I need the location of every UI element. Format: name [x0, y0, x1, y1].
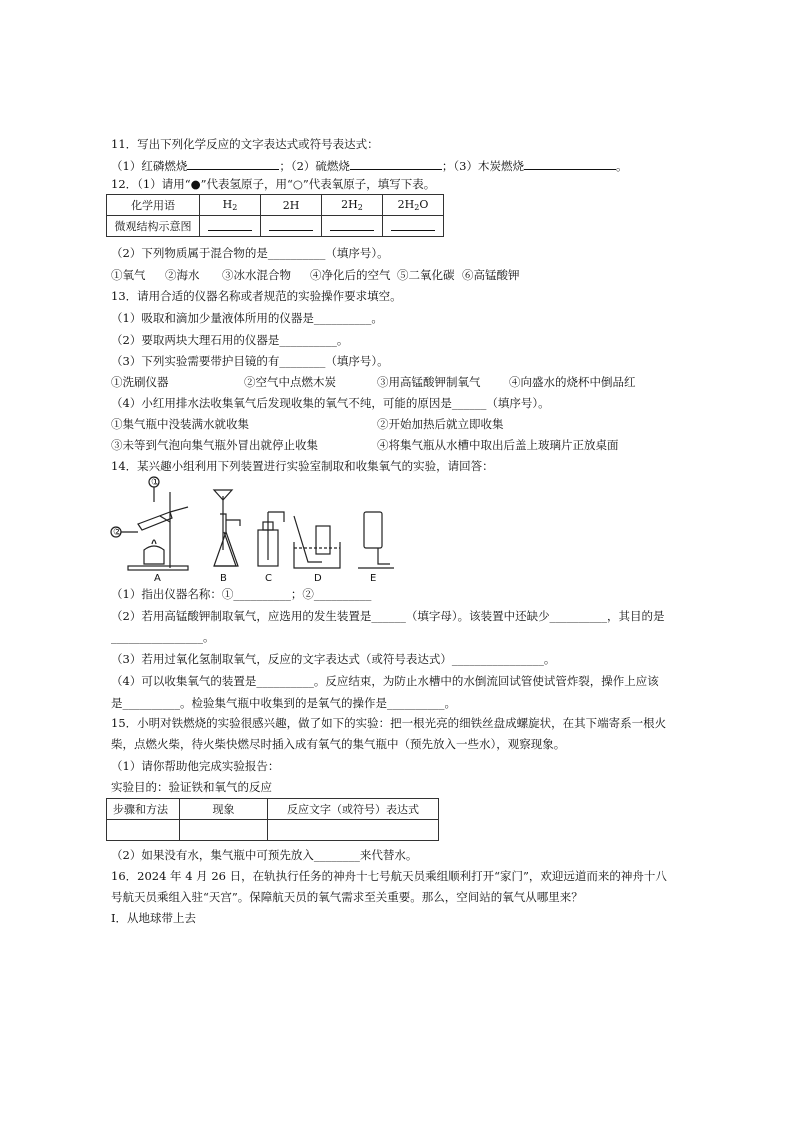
symbol-cell: $H_2$ [200, 195, 261, 216]
q14-sub3: （3）若用过氧化氢制取氧气，反应的文字表达式（或符号表达式）________________。 [111, 652, 556, 666]
q14-sub4b: 是__________。检验集气瓶中收集到的是氧气的操作是__________。 [111, 696, 456, 710]
q12-sub2: （2）下列物质属于混合物的是__________（填序号）。 [111, 246, 389, 260]
symbol-cell: 2H [261, 195, 322, 216]
flame [152, 540, 156, 544]
q11-items: （1）红磷燃烧 ；（2）硫燃烧 ；（3）木炭燃烧 。 [111, 159, 628, 173]
delivery-tube [226, 520, 240, 526]
q12-option: ②海水 [165, 268, 200, 282]
answer-cell[interactable] [107, 820, 180, 841]
glass-tube-bend [268, 512, 284, 522]
q12-stem: 12．（1）请用“●”代表氢原子，用“○”代表氧原子，填写下表。 [111, 177, 436, 191]
q12-option: ⑤二氧化碳 [397, 268, 455, 282]
q13-sub4: （4）小红用排水法收集氧气后发现收集的氧气不纯，可能的原因是______（填序号）。 [111, 396, 550, 410]
q13-option: ④将集气瓶从水槽中取出后盖上玻璃片正放桌面 [377, 438, 619, 452]
answer-blank[interactable] [350, 158, 442, 170]
alcohol-lamp [144, 546, 164, 564]
answer-cell[interactable] [268, 820, 439, 841]
answer-cell[interactable] [322, 216, 383, 237]
q12-option: ①氧气 [111, 268, 146, 282]
water-trough [294, 542, 340, 568]
apparatus-c [258, 512, 284, 566]
symbol-cell: $2H_2O$ [383, 195, 444, 216]
stand-base [128, 566, 188, 570]
apparatus-label: E [370, 573, 377, 584]
q11-stem: 11．写出下列化学反应的文字表达式或符号表达式： [111, 137, 379, 151]
q13-option: ④向盛水的烧杯中倒品红 [509, 375, 636, 389]
marker-label: ① [151, 477, 160, 488]
answer-cell[interactable] [200, 216, 261, 237]
q12-option: ③冰水混合物 [222, 268, 291, 282]
gas-collecting-bottle [316, 526, 330, 554]
q14-sub4a: （4）可以收集氧气的装置是__________。反应结束，为防止水槽中的水倒流回试管使试管炸裂，操作上应该 [111, 674, 659, 688]
q16-part1: Ⅰ．从地球带上去 [111, 911, 197, 925]
answer-blank[interactable] [524, 158, 616, 170]
apparatus-label: A [154, 573, 161, 584]
answer-cell[interactable] [383, 216, 444, 237]
table-header: 步骤和方法 [107, 799, 180, 820]
marker-label: ② [113, 527, 122, 538]
table-header: 反应文字（或符号）表达式 [268, 799, 439, 820]
apparatus-d [294, 516, 340, 568]
q16-stem-b: 号航天员乘组入驻“天宫”。保障航天员的氧气需求至关重要。那么，空间站的氧气从哪里来？ [111, 890, 583, 904]
answer-cell[interactable] [180, 820, 268, 841]
q14-stem: 14．某兴趣小组利用下列装置进行实验室制取和收集氧气的实验，请回答： [111, 459, 494, 473]
q15-sub1: （1）请你帮助他完成实验报告： [111, 759, 280, 773]
q15-stem-b: 柴，点燃火柴，待火柴快燃尽时插入成有氧气的集气瓶中（预先放入一些水），观察现象。 [111, 737, 566, 751]
table-header: 现象 [180, 799, 268, 820]
apparatus-e [358, 512, 394, 568]
apparatus-a [111, 477, 188, 570]
answer-blank[interactable] [187, 158, 279, 170]
q13-option: ①集气瓶中没装满水就收集 [111, 417, 249, 431]
q14-sub2b: ________________。 [111, 630, 215, 644]
test-tube [138, 512, 172, 530]
table-row-label: 微观结构示意图 [107, 216, 200, 237]
q15-stem-a: 15．小明对铁燃烧的实验很感兴趣，做了如下的实验：把一根光亮的细铁丝盘成螺旋状，在其下端寄系一根火 [111, 716, 667, 730]
apparatus-label: B [220, 573, 227, 584]
q13-option: ③用高锰酸钾制氧气 [377, 375, 481, 389]
q15-sub2: （2）如果没有水，集气瓶中可预先放入________来代替水。 [111, 848, 418, 862]
answer-cell[interactable] [261, 216, 322, 237]
apparatus-b [214, 490, 240, 566]
q13-sub3: （3）下列实验需要带护目镜的有________（填序号）。 [111, 354, 389, 368]
q13-option: ①洗刷仪器 [111, 375, 169, 389]
q15-report-table [106, 798, 439, 841]
conical-flask [214, 514, 236, 566]
tube [378, 548, 390, 564]
apparatus-label: D [314, 573, 322, 584]
apparatus-label: C [265, 573, 272, 584]
q13-option: ②开始加热后就立即收集 [377, 417, 504, 431]
lab-apparatus-figure [108, 472, 398, 584]
q16-stem-a: 16．2024 年 4 月 26 日，在轨执行任务的神舟十七号航天员乘组顺利打开“家门”，欢迎远道而来的神舟十八 [111, 869, 667, 883]
q12-option: ④净化后的空气 [310, 268, 391, 282]
q12-option: ⑥高锰酸钾 [462, 268, 520, 282]
q13-option: ②空气中点燃木炭 [244, 375, 336, 389]
q13-option: ③未等到气泡向集气瓶外冒出就停止收集 [111, 438, 318, 452]
delivery-tube [170, 507, 188, 512]
symbol-cell: $2H_2$ [322, 195, 383, 216]
q13-sub2: （2）要取两块大理石用的仪器是__________。 [111, 333, 349, 347]
q13-sub1: （1）吸取和滴加少量液体所用的仪器是__________。 [111, 311, 383, 325]
q14-sub1: （1）指出仪器名称：①__________；②__________ [111, 587, 372, 601]
q13-stem: 13．请用合适的仪器名称或者规范的实验操作要求填空。 [111, 289, 402, 303]
gas-bottle [364, 512, 382, 548]
q15-purpose: 实验目的：验证铁和氧气的反应 [111, 780, 272, 794]
q12-table [106, 194, 444, 237]
q14-sub2a: （2）若用高锰酸钾制取氧气，应选用的发生装置是______（填字母）。该装置中还缺少__________，其目的是 [111, 609, 665, 623]
table-row-label: 化学用语 [107, 195, 200, 216]
delivery-tube [294, 516, 322, 562]
